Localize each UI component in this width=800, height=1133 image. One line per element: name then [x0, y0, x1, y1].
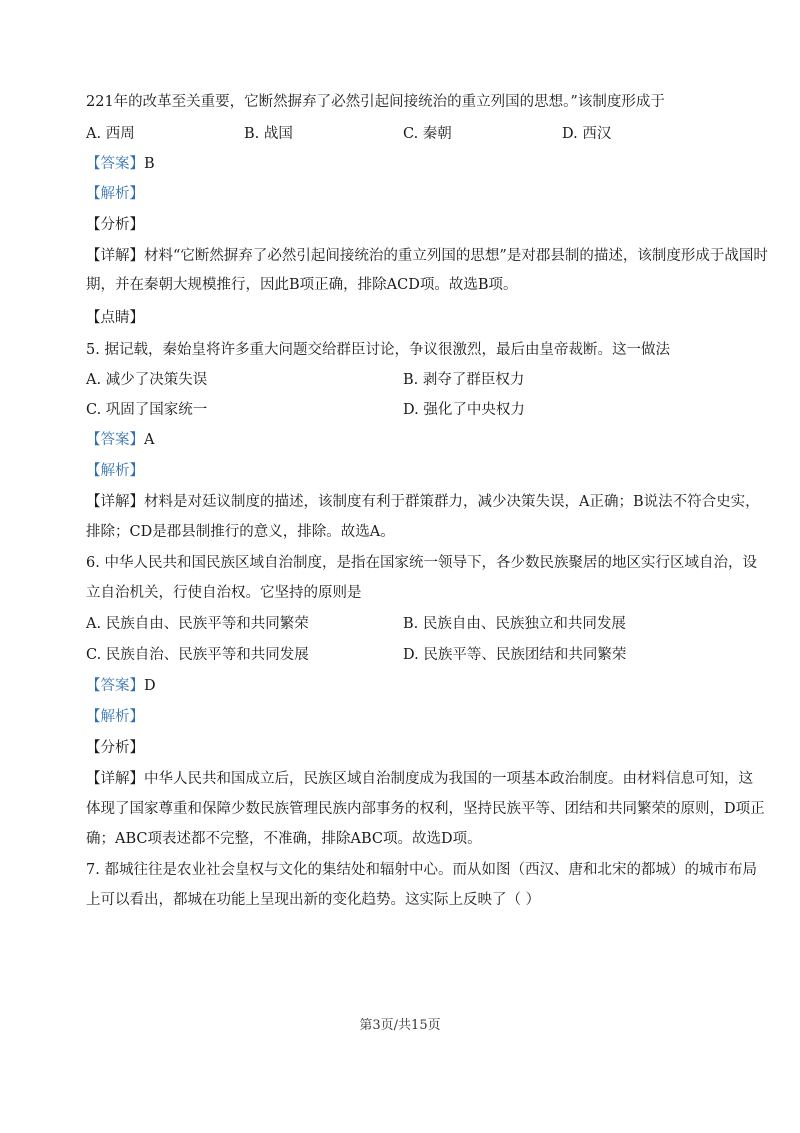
q6-fenxi-tag [86, 738, 726, 758]
q7-stem-line1: 7. 都城往往是农业社会皇权与文化的集结处和辐射中心。而从如图（西汉、唐和北宋的都城）的城市布局 [86, 862, 757, 878]
q7-stem-line2: 上可以看出，都城在功能上呈现出新的变化趋势。这实际上反映了（ ） [86, 892, 541, 908]
q4-option-a: A. 西周 [86, 126, 135, 142]
answer-value: D [144, 678, 156, 694]
detail-text: 中华人民共和国成立后，民族区域自治制度成为我国的一项基本政治制度。由材料信息可知，这 [144, 771, 753, 787]
detail-tag: 【详解】 [86, 494, 144, 510]
q6-answer [86, 676, 726, 696]
q5-detail-line2: 排除；CD是郡县制推行的意义，排除。故选A。 [86, 524, 395, 540]
q6-analysis-tag [86, 707, 726, 727]
fenxi-tag: 【分析】 [86, 217, 144, 233]
q4-detail-line1 [86, 246, 768, 266]
analysis-tag: 【解析】 [86, 709, 144, 725]
q4-option-c: C. 秦朝 [403, 126, 452, 142]
q4-option-d: D. 西汉 [562, 126, 612, 142]
q5-analysis-tag [86, 461, 726, 481]
q4-fenxi-tag [86, 215, 726, 235]
q4-option-b: B. 战国 [244, 126, 293, 142]
q4-detail-line2: 期，并在秦朝大规模推行，因此B项正确，排除ACD项。故选B项。 [86, 277, 518, 293]
fenxi-tag: 【分析】 [86, 740, 144, 756]
q5-option-c: C. 巩固了国家统一 [86, 402, 208, 418]
q6-option-b: B. 民族自由、民族独立和共同发展 [403, 616, 626, 632]
answer-value: A [144, 432, 155, 448]
q6-stem-line1: 6. 中华人民共和国民族区域自治制度，是指在国家统一领导下，各少数民族聚居的地区实行区域自治，设 [86, 555, 757, 571]
q6-stem-line2: 立自治机关，行使自治权。它坚持的原则是 [86, 585, 362, 601]
q6-detail-line3: 确；ABC项表述都不完整，不准确，排除ABC项。故选D项。 [86, 831, 482, 847]
q6-option-a: A. 民族自由、民族平等和共同繁荣 [86, 616, 309, 632]
answer-value: B [144, 156, 155, 172]
analysis-tag: 【解析】 [86, 463, 144, 479]
q5-option-a: A. 减少了决策失误 [86, 372, 208, 388]
q5-option-b: B. 剥夺了群臣权力 [403, 372, 525, 388]
q6-detail-line1 [86, 769, 753, 789]
q6-option-c: C. 民族自治、民族平等和共同发展 [86, 647, 309, 663]
detail-text: 材料“它断然摒弃了必然引起间接统治的重立列国的思想”是对郡县制的描述，该制度形成于战国时 [144, 248, 768, 264]
q4-dianjing-tag [86, 308, 726, 328]
answer-tag: 【答案】 [86, 156, 144, 172]
q5-answer [86, 430, 726, 450]
q4-analysis-tag [86, 184, 726, 204]
q5-option-d: D. 强化了中央权力 [403, 402, 525, 418]
q5-stem: 5. 据记载，秦始皇将许多重大问题交给群臣讨论，争议很激烈，最后由皇帝裁断。这一做法 [86, 342, 670, 358]
page-footer: 第3页/共15页 [359, 1018, 441, 1033]
detail-text: 材料是对廷议制度的描述，该制度有利于群策群力，减少决策失误，A正确；B说法不符合史实， [144, 494, 760, 510]
analysis-tag: 【解析】 [86, 186, 144, 202]
q6-detail-line2: 体现了国家尊重和保障少数民族管理民族内部事务的权利，坚持民族平等、团结和共同繁荣的原则，D项正 [86, 801, 765, 817]
answer-tag: 【答案】 [86, 678, 144, 694]
q4-stem-tail: 221年的改革至关重要，它断然摒弃了必然引起间接统治的重立列国的思想。”该制度形成于 [86, 94, 665, 110]
q4-answer [86, 154, 726, 174]
q5-detail-line1 [86, 492, 760, 512]
dianjing-tag: 【点睛】 [86, 310, 144, 326]
q6-option-d: D. 民族平等、民族团结和共同繁荣 [403, 647, 627, 663]
answer-tag: 【答案】 [86, 432, 144, 448]
detail-tag: 【详解】 [86, 771, 144, 787]
detail-tag: 【详解】 [86, 248, 144, 264]
